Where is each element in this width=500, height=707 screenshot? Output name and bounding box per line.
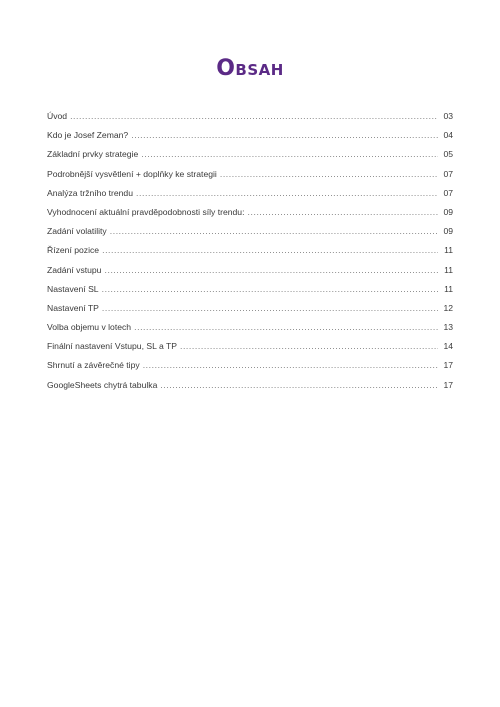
toc-entry-label: Základní prvky strategie	[47, 149, 139, 160]
toc-entry-page: 04	[443, 130, 453, 141]
toc-entry	[47, 107, 453, 126]
toc-entry-label: Podrobnější vysvětlení + doplňky ke strategii	[47, 168, 217, 179]
toc-entry	[47, 145, 453, 164]
toc-entry	[47, 280, 453, 299]
toc-entry-label: Úvod	[47, 111, 68, 121]
toc-leader-dots	[110, 222, 438, 241]
toc-entry-page: 07	[443, 168, 453, 179]
toc-entry-label: Nastavení TP	[47, 302, 99, 313]
toc-entry	[47, 184, 453, 203]
toc-entry-page: 11	[444, 245, 453, 256]
toc-entry-page: 03	[443, 111, 453, 121]
toc-entry-label: Analýza tržního trendu	[47, 187, 133, 198]
toc-entry-page: 11	[444, 264, 453, 275]
toc-entry	[47, 318, 453, 337]
toc-entry-page: 17	[443, 379, 453, 390]
toc-entry-page: 13	[443, 322, 453, 333]
toc-entry	[47, 126, 453, 145]
toc-entry-label: Shrnutí a závěrečné tipy	[47, 360, 140, 371]
toc-entry	[47, 376, 453, 395]
toc-entry-label: Zadání volatility	[47, 226, 107, 237]
toc-entry-label: GoogleSheets chytrá tabulka	[47, 379, 158, 390]
toc-entry-page: 14	[443, 341, 453, 352]
toc-leader-dots	[134, 318, 438, 337]
toc-entry-page: 05	[443, 149, 453, 160]
toc-entry-label: Nastavení SL	[47, 283, 99, 294]
toc-entry	[47, 222, 453, 241]
toc-leader-dots	[141, 145, 438, 164]
toc-entry	[47, 356, 453, 375]
toc-entry-page: 09	[443, 206, 453, 217]
toc-entry-page: 07	[443, 187, 453, 198]
toc-entry-page: 09	[443, 226, 453, 237]
toc-entry	[47, 165, 453, 184]
toc-entry	[47, 337, 453, 356]
toc-leader-dots	[180, 337, 438, 356]
toc-leader-dots	[104, 261, 438, 280]
toc-entry-page: 17	[443, 360, 453, 371]
toc-entry	[47, 299, 453, 318]
toc-entry-label: Kdo je Josef Zeman?	[47, 130, 129, 141]
toc-entry	[47, 203, 453, 222]
toc-entry	[47, 261, 453, 280]
toc-entry-label: Zadání vstupu	[47, 264, 102, 275]
toc-leader-dots	[136, 184, 438, 203]
toc-entry-page: 12	[443, 302, 453, 313]
page-title: Obsah	[216, 56, 284, 81]
toc-leader-dots	[102, 241, 438, 260]
toc-leader-dots	[131, 126, 438, 145]
toc-entry-label: Volba objemu v lotech	[47, 322, 132, 333]
toc-leader-dots	[143, 356, 438, 375]
toc-entry-page: 11	[444, 283, 453, 294]
toc-entry-label: Finální nastavení Vstupu, SL a TP	[47, 341, 177, 352]
toc-leader-dots	[70, 107, 438, 126]
toc-entry-label: Řízení pozice	[47, 245, 100, 256]
toc-leader-dots	[102, 280, 438, 299]
table-of-contents	[47, 107, 453, 395]
toc-leader-dots	[247, 203, 438, 222]
toc-entry-label: Vyhodnocení aktuální pravděpodobnosti síly trendu:	[47, 206, 245, 217]
toc-entry	[47, 241, 453, 260]
toc-leader-dots	[160, 376, 438, 395]
toc-leader-dots	[220, 165, 438, 184]
toc-leader-dots	[102, 299, 438, 318]
